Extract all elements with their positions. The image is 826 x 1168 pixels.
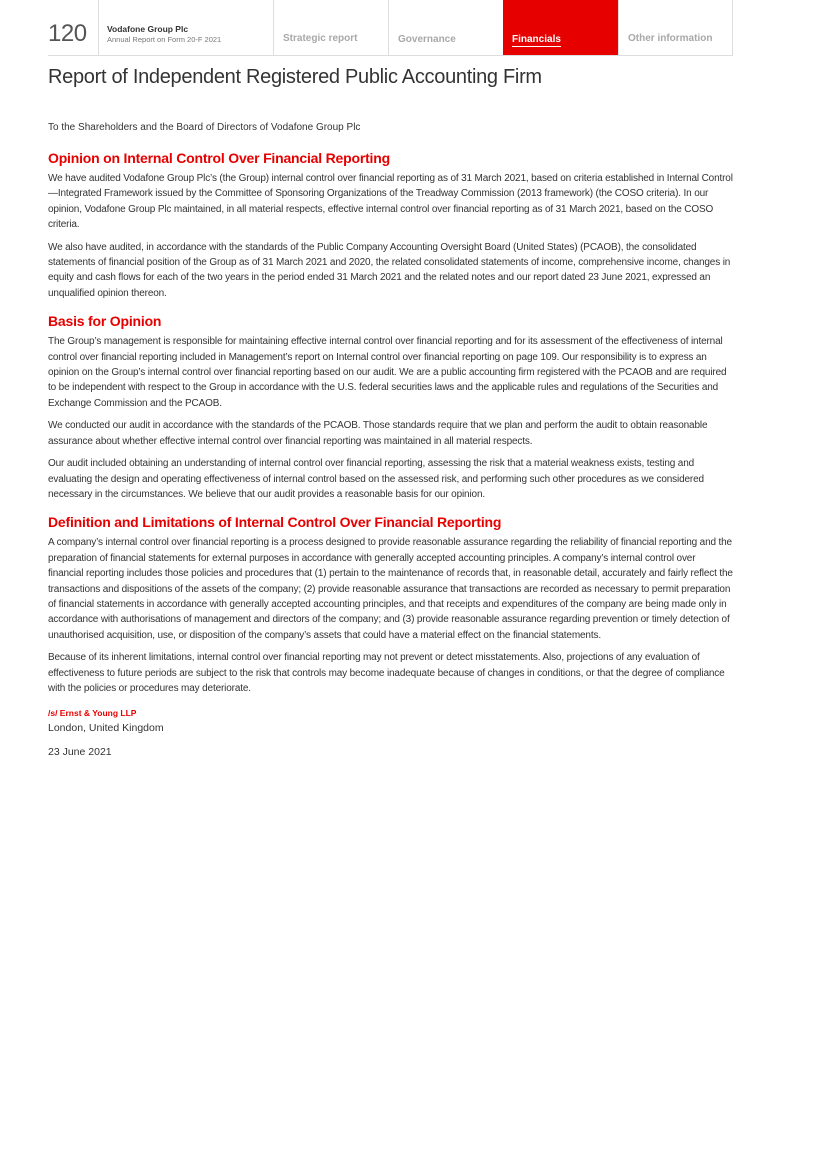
section-opinion <box>48 149 733 301</box>
paragraph: The Group’s management is responsible for maintaining effective internal control over financial reporting and for its assessment of the effectiveness of internal control over financial reporting included in Management’s report on Internal control over financial reporting on page 109. Our responsibility is to express an opinion on the Group’s internal control over financial reporting based on our audit. We are a public accounting firm registered with the PCAOB and are required to be independent with respect to the Group in accordance with the U.S. federal securities laws and the applicable rules and regulations of the Securities and Exchange Commission and the PCAOB. <box>48 336 727 409</box>
tab-label: Financials <box>512 34 561 45</box>
report-body <box>48 121 733 759</box>
page-title: Report of Independent Registered Public Accounting Firm <box>48 66 542 88</box>
page-number: 120 <box>48 20 87 47</box>
tab-label: Other information <box>628 33 713 44</box>
paragraph: Our audit included obtaining an understanding of internal control over financial reporting, assessing the risk that a material weakness exists, testing and evaluating the design and operating effectiveness of internal control based on the assessed risk, and performing such other procedures as we considered necessary in the circumstances. We believe that our audit provides a reasonable basis for our opinion. <box>48 458 704 500</box>
section-heading: Opinion on Internal Control Over Financial Reporting <box>48 150 390 166</box>
paragraph: Because of its inherent limitations, internal control over financial reporting may not prevent or detect misstatements. Also, projections of any evaluation of effectiveness to future periods are subject to the risk that controls may become inadequate because of changes in conditions, or that the degree of compliance with the policies or procedures may deteriorate. <box>48 652 725 694</box>
tab-other-information[interactable] <box>618 0 733 55</box>
section-basis-for-opinion <box>48 312 733 502</box>
company-block <box>98 0 273 55</box>
paragraph: A company’s internal control over financial reporting is a process designed to provide reasonable assurance regarding the reliability of financial reporting and the preparation of financial statements for external purposes in accordance with generally accepted accounting principles. A company’s internal control over financial reporting includes those policies and procedures that (1) pertain to the maintenance of records that, in reasonable detail, accurately and fairly reflect the transactions and dispositions of the assets of the company; (2) provide reasonable assurance that transactions are recorded as necessary to permit preparation of financial statements in accordance with generally accepted accounting principles, and that receipts and expenditures of the company are being made only in accordance with authorisations of management and directors of the company; and (3) provide reasonable assurance regarding prevention or timely detection of unauthorised acquisition, use, or disposition of the company’s assets that could have a material effect on the financial statements. <box>48 537 733 641</box>
page-header <box>48 0 733 56</box>
section-definition-limitations <box>48 513 733 696</box>
paragraph: We have audited Vodafone Group Plc’s (the Group) internal control over financial reporting as of 31 March 2021, based on criteria established in Internal Control—Integrated Framework issued by the Committee of Sponsoring Organizations of the Treadway Commission (2013 framework) (the COSO criteria). In our opinion, Vodafone Group Plc maintained, in all material respects, effective internal control over financial reporting as of 31 March 2021, based on the COSO criteria. <box>48 173 733 231</box>
company-subtitle: Annual Report on Form 20-F 2021 <box>107 35 222 44</box>
paragraph: We conducted our audit in accordance with the standards of the PCAOB. Those standards require that we plan and perform the audit to obtain reasonable assurance about whether effective internal control over financial reporting was maintained in all material respects. <box>48 420 708 447</box>
salutation: To the Shareholders and the Board of Directors of Vodafone Group Plc <box>48 122 361 133</box>
signature-date: 23 June 2021 <box>48 746 112 759</box>
section-heading: Definition and Limitations of Internal Control Over Financial Reporting <box>48 514 502 531</box>
company-name: Vodafone Group Plc <box>107 24 189 34</box>
section-heading: Basis for Opinion <box>48 313 162 330</box>
paragraph: We also have audited, in accordance with the standards of the Public Company Accounting Oversight Board (United States) (PCAOB), the consolidated statements of financial position of the Group as of 31 March 2021 and 2020, the related consolidated statements of income, comprehensive income, changes in equity and cash flows for each of the two years in the period ended 31 March 2021 and the related notes and our report dated 23 June 2021, expressed an unqualified opinion thereon. <box>48 241 731 299</box>
tab-strategic-report[interactable] <box>273 0 388 55</box>
tab-governance[interactable] <box>388 0 503 55</box>
tab-label: Strategic report <box>283 33 358 44</box>
tab-label: Governance <box>398 34 456 45</box>
tab-financials[interactable] <box>503 0 618 55</box>
auditor-signature: /s/ Ernst & Young LLP <box>48 708 137 719</box>
signature-location: London, United Kingdom <box>48 722 164 735</box>
